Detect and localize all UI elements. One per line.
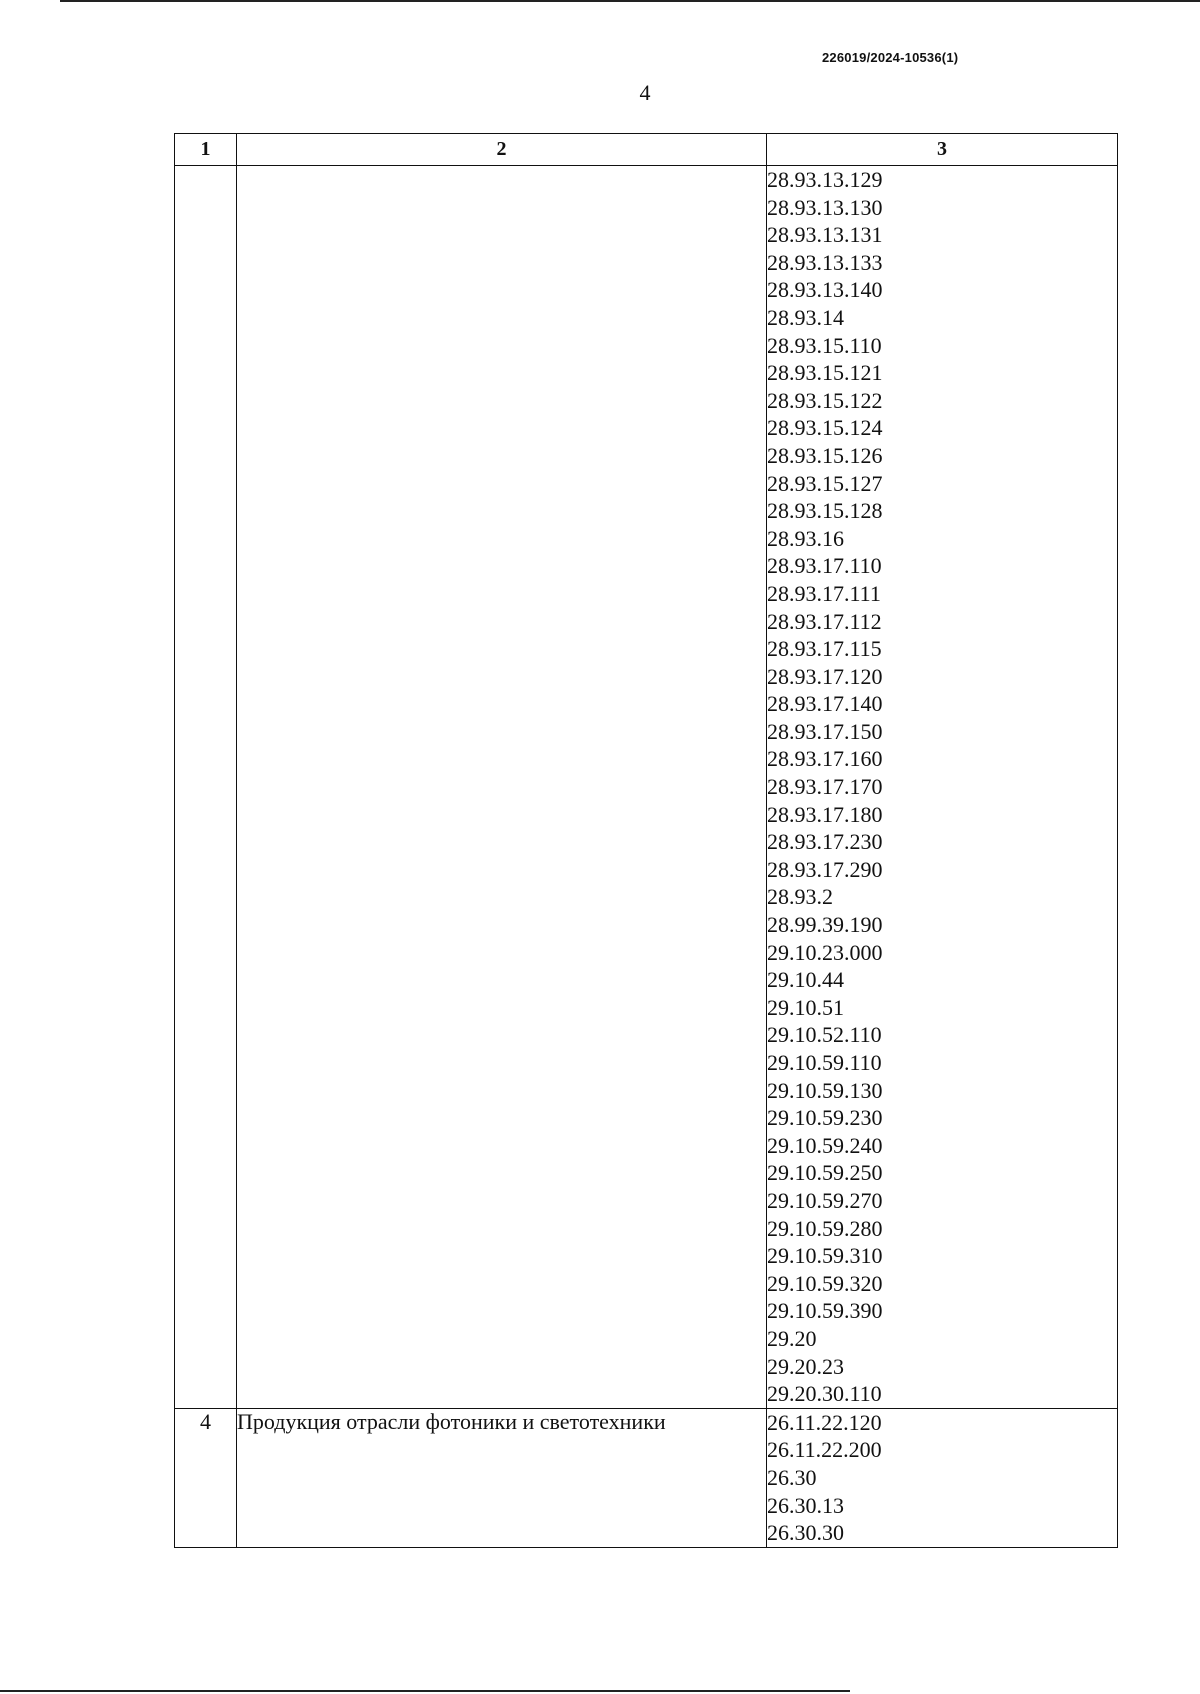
okpd-code: 28.93.13.133 bbox=[767, 249, 883, 275]
okpd-code: 29.10.59.240 bbox=[767, 1132, 883, 1158]
okpd-code: 28.93.15.121 bbox=[767, 360, 883, 386]
okpd-code: 29.20 bbox=[767, 1325, 817, 1351]
okpd-code: 29.10.59.280 bbox=[767, 1215, 883, 1241]
okpd-code: 26.11.22.120 bbox=[767, 1409, 882, 1435]
okpd-code: 28.93.15.128 bbox=[767, 498, 883, 524]
row-number-cell: 4 bbox=[175, 1408, 237, 1547]
okpd-code: 28.93.17.150 bbox=[767, 718, 883, 744]
okpd-code: 29.10.59.310 bbox=[767, 1243, 883, 1269]
okpd-code: 28.93.13.130 bbox=[767, 194, 883, 220]
column-header-2: 2 bbox=[237, 134, 767, 166]
okpd-code: 28.93.17.110 bbox=[767, 553, 882, 579]
okpd-code: 28.93.17.140 bbox=[767, 691, 883, 717]
okpd-code: 26.30 bbox=[767, 1464, 817, 1490]
okpd-code: 29.10.59.270 bbox=[767, 1187, 883, 1213]
codes-cell bbox=[767, 166, 1118, 1409]
okpd-code: 28.93.13.131 bbox=[767, 222, 883, 248]
okpd-code: 29.10.59.390 bbox=[767, 1298, 883, 1324]
okpd-code: 28.93.17.115 bbox=[767, 636, 882, 662]
okpd-code: 28.93.2 bbox=[767, 884, 833, 910]
codes-cell bbox=[767, 1408, 1118, 1547]
okpd-code: 29.20.23 bbox=[767, 1353, 844, 1379]
okpd-code: 28.93.16 bbox=[767, 525, 844, 551]
okpd-code: 29.10.59.320 bbox=[767, 1270, 883, 1296]
product-name-cell bbox=[237, 166, 767, 1409]
okpd-code: 28.93.17.230 bbox=[767, 829, 883, 855]
codes-table bbox=[174, 133, 1118, 1548]
okpd-code: 28.93.17.120 bbox=[767, 663, 883, 689]
okpd-code: 28.99.39.190 bbox=[767, 912, 883, 938]
okpd-code: 28.93.17.111 bbox=[767, 580, 881, 606]
okpd-code: 28.93.17.160 bbox=[767, 746, 883, 772]
page-number: 4 bbox=[639, 80, 651, 105]
okpd-code: 26.11.22.200 bbox=[767, 1437, 882, 1463]
table-header-row bbox=[175, 134, 1118, 166]
table-row bbox=[175, 1408, 1118, 1547]
okpd-code: 29.20.30.110 bbox=[767, 1381, 882, 1407]
scan-edge-line-top bbox=[60, 0, 1200, 2]
okpd-code: 29.10.44 bbox=[767, 967, 844, 993]
column-header-1: 1 bbox=[175, 134, 237, 166]
okpd-code: 29.10.23.000 bbox=[767, 939, 883, 965]
okpd-code: 29.10.52.110 bbox=[767, 1022, 882, 1048]
okpd-code: 28.93.15.110 bbox=[767, 332, 882, 358]
okpd-code: 28.93.17.112 bbox=[767, 608, 882, 634]
okpd-code: 29.10.59.230 bbox=[767, 1105, 883, 1131]
okpd-code: 28.93.15.126 bbox=[767, 442, 883, 468]
okpd-code: 28.93.15.124 bbox=[767, 415, 883, 441]
okpd-code: 26.30.30 bbox=[767, 1520, 844, 1546]
okpd-code: 28.93.13.140 bbox=[767, 277, 883, 303]
okpd-code: 29.10.59.250 bbox=[767, 1160, 883, 1186]
okpd-code: 28.93.17.290 bbox=[767, 856, 883, 882]
okpd-code: 29.10.59.130 bbox=[767, 1077, 883, 1103]
okpd-code: 28.93.17.180 bbox=[767, 801, 883, 827]
okpd-code: 28.93.13.129 bbox=[767, 167, 883, 192]
table-row bbox=[175, 166, 1118, 1409]
okpd-code: 28.93.17.170 bbox=[767, 774, 883, 800]
document-number: 226019/2024-10536(1) bbox=[822, 50, 959, 65]
okpd-code: 28.93.15.127 bbox=[767, 470, 883, 496]
row-number-cell bbox=[175, 166, 237, 1409]
okpd-code: 29.10.59.110 bbox=[767, 1050, 882, 1075]
okpd-code: 26.30.13 bbox=[767, 1492, 844, 1518]
table-body bbox=[175, 166, 1118, 1548]
okpd-code: 28.93.14 bbox=[767, 304, 844, 330]
scan-edge-line-bottom bbox=[0, 1690, 850, 1692]
okpd-code: 28.93.15.122 bbox=[767, 387, 883, 413]
okpd-code: 29.10.51 bbox=[767, 994, 844, 1020]
product-name-cell: Продукция отрасли фотоники и светотехники bbox=[237, 1408, 767, 1547]
column-header-3: 3 bbox=[767, 134, 1118, 166]
